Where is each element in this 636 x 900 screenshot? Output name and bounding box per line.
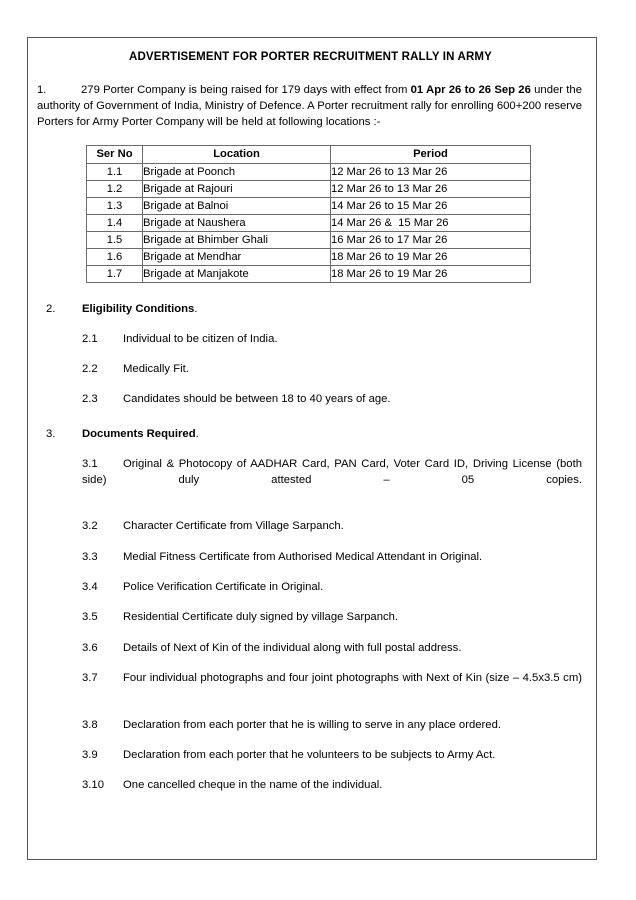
list-item-text: One cancelled cheque in the name of the individual. [123,779,383,792]
spacer [37,733,584,747]
section-heading-suffix: . [195,427,199,440]
cell-ser-no: 1.3 [87,197,143,214]
sections-container [37,301,584,794]
list-item-text: Medically Fit. [123,362,189,375]
cell-ser-no: 1.5 [87,231,143,248]
cell-ser-no: 1.1 [87,163,143,180]
table-row [87,248,531,265]
list-item-number: 3.2 [82,520,98,533]
list-item-text: Police Verification Certificate in Original. [123,581,324,594]
rally-table-container [86,145,584,283]
intro-text-part1: 279 Porter Company is being raised for 179 days with effect from [81,83,411,96]
cell-ser-no: 1.2 [87,180,143,197]
list-item-number: 3.4 [82,581,98,594]
cell-location: Brigade at Naushera [143,214,331,231]
table-row [87,180,531,197]
intro-bold-dates: 01 Apr 26 to 26 Sep 26 [410,83,531,96]
section-3 [37,426,584,794]
list-item-text: Declaration from each porter that he volunteers to be subjects to Army Act. [123,748,496,761]
list-item-number: 2.2 [82,362,98,375]
table-row [87,214,531,231]
cell-period: 18 Mar 26 to 19 Mar 26 [331,248,531,265]
column-header-location: Location [143,145,331,163]
section-heading-suffix: . [194,302,198,315]
list-item-number: 3.10 [82,779,104,792]
list-item-text: Residential Certificate duly signed by village Sarpanch. [123,611,399,624]
list-item-number: 2.3 [82,393,98,406]
list-item-number: 3.3 [82,550,98,563]
spacer [37,377,584,391]
table-row [87,163,531,180]
cell-period: 14 Mar 26 & 15 Mar 26 [331,214,531,231]
section-number: 2. [46,302,56,315]
list-item-text: Original & Photocopy of AADHAR Card, PAN Card, Voter Card ID, Driving License (both side) duly attested – 05 copies. [82,457,582,486]
list-item [37,777,584,793]
list-item-text: Four individual photographs and four joint photographs with Next of Kin (size – 4.5x3.5 cm) [123,671,582,684]
cell-ser-no: 1.4 [87,214,143,231]
cell-period: 18 Mar 26 to 19 Mar 26 [331,265,531,282]
column-header-period: Period [331,145,531,163]
list-item [37,331,584,347]
list-item-text: Declaration from each porter that he is willing to serve in any place ordered. [123,718,502,731]
cell-location: Brigade at Mendhar [143,248,331,265]
cell-location: Brigade at Bhimber Ghali [143,231,331,248]
list-item-number: 2.1 [82,332,98,345]
cell-ser-no: 1.7 [87,265,143,282]
rally-locations-table [86,145,531,283]
table-header-row [87,145,531,163]
table-row [87,231,531,248]
spacer [37,565,584,579]
section-heading-text: Documents Required [82,427,196,440]
list-item [37,609,584,625]
list-item-number: 3.8 [82,718,98,731]
list-item [37,670,584,703]
list-item [37,549,584,565]
list-item-text: Candidates should be between 18 to 40 years of age. [123,393,391,406]
section-2 [37,301,584,408]
cell-location: Brigade at Manjakote [143,265,331,282]
list-item [37,361,584,377]
intro-number: 1. [37,83,47,96]
intro-text-part2: under the authority of Government of India, Ministry of Defence. A Porter recruitment rally for enrolling 600+200 reserve Porters for Army Porter Company will be held at following locations :- [37,83,582,129]
list-item [37,518,584,534]
cell-location: Brigade at Balnoi [143,197,331,214]
list-item-number: 3.7 [82,671,98,684]
spacer [37,504,584,518]
spacer [37,317,584,331]
list-item [37,579,584,595]
cell-location: Brigade at Poonch [143,163,331,180]
list-item [37,717,584,733]
cell-period: 12 Mar 26 to 13 Mar 26 [331,163,531,180]
spacer [37,656,584,670]
list-item [37,456,584,505]
cell-location: Brigade at Rajouri [143,180,331,197]
cell-period: 12 Mar 26 to 13 Mar 26 [331,180,531,197]
section-heading-text: Eligibility Conditions [82,302,195,315]
section-heading [37,301,584,317]
list-item-text: Medial Fitness Certificate from Authorised Medical Attendant in Original. [123,550,483,563]
spacer [37,763,584,777]
rally-table-body [87,163,531,282]
list-item-text: Individual to be citizen of India. [123,332,278,345]
spacer [37,703,584,717]
list-item-number: 3.1 [82,457,98,470]
spacer [37,595,584,609]
list-item-number: 3.6 [82,641,98,654]
list-item-number: 3.5 [82,611,98,624]
spacer [37,442,584,456]
section-heading [37,426,584,442]
column-header-ser-no: Ser No [87,145,143,163]
document-page [27,37,597,860]
table-row [87,265,531,282]
page-title: ADVERTISEMENT FOR PORTER RECRUITMENT RALLY IN ARMY [129,51,492,63]
spacer [37,626,584,640]
document-body [28,38,596,793]
list-item [37,747,584,763]
list-item [37,391,584,407]
list-item-text: Details of Next of Kin of the individual along with full postal address. [123,641,462,654]
cell-period: 16 Mar 26 to 17 Mar 26 [331,231,531,248]
list-item-text: Character Certificate from Village Sarpanch. [123,520,344,533]
list-item-number: 3.9 [82,748,98,761]
section-number: 3. [46,427,56,440]
spacer [37,347,584,361]
intro-paragraph [37,82,584,131]
cell-ser-no: 1.6 [87,248,143,265]
table-row [87,197,531,214]
spacer [37,535,584,549]
cell-period: 14 Mar 26 to 15 Mar 26 [331,197,531,214]
list-item [37,640,584,656]
